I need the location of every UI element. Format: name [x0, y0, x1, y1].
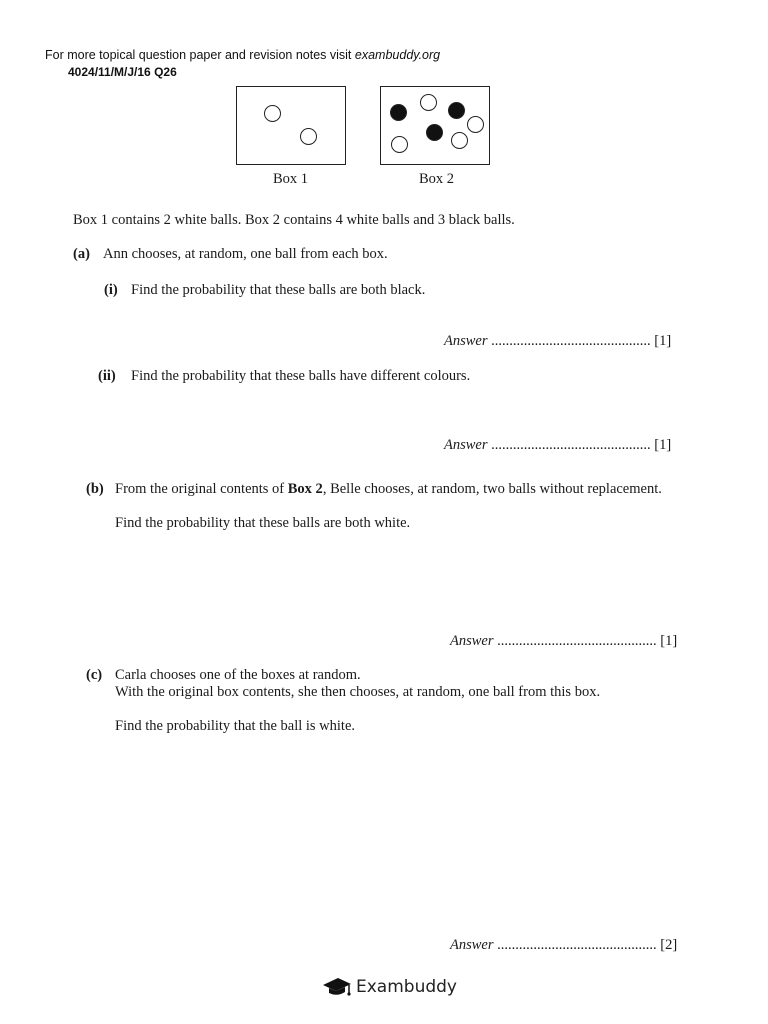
answer-line-a-ii	[444, 437, 671, 454]
mark-a-i: [1]	[654, 333, 672, 349]
box-2-ball-black	[390, 104, 407, 121]
part-b-text-post: , Belle chooses, at random, two balls without replacement.	[322, 481, 662, 497]
part-b-label: (b)	[86, 481, 104, 497]
answer-label: Answer	[444, 437, 488, 453]
part-a-ii-text: Find the probability that these balls have different colours.	[131, 368, 471, 384]
box-2-ball-white	[467, 116, 484, 133]
header-line	[45, 48, 440, 62]
box-1-label: Box 1	[273, 171, 309, 187]
part-b-text-pre: From the original contents of	[115, 481, 288, 497]
part-b-text	[115, 481, 662, 498]
box-2-ball-black	[448, 102, 465, 119]
answer-field-a-ii[interactable]: ............................................	[491, 437, 651, 453]
brand-name: Exambuddy	[356, 977, 457, 997]
mark-a-ii: [1]	[654, 437, 672, 453]
mark-c: [2]	[660, 937, 678, 953]
answer-line-b	[450, 633, 677, 650]
answer-label: Answer	[450, 633, 494, 649]
box-1	[236, 86, 346, 165]
header-site-link[interactable]: exambuddy.org	[354, 48, 441, 62]
mark-b: [1]	[660, 633, 678, 649]
part-c-line2: With the original box contents, she then chooses, at random, one ball from this box.	[115, 684, 601, 700]
answer-label: Answer	[450, 937, 494, 953]
intro-text: Box 1 contains 2 white balls. Box 2 contains 4 white balls and 3 black balls.	[73, 212, 515, 228]
part-c-line1: Carla chooses one of the boxes at random.	[115, 667, 361, 683]
box-2-ball-black	[426, 124, 443, 141]
graduation-cap-icon	[322, 976, 352, 998]
part-a-ii-label: (ii)	[98, 368, 116, 384]
answer-line-c	[450, 937, 677, 954]
box-1-ball-white	[300, 128, 317, 145]
box-1-ball-white	[264, 105, 281, 122]
box-2-label: Box 2	[419, 171, 455, 187]
part-b-line2: Find the probability that these balls are both white.	[115, 515, 411, 531]
exambuddy-logo	[322, 976, 457, 998]
answer-field-c[interactable]: ............................................	[497, 937, 657, 953]
box-2-ball-white	[451, 132, 468, 149]
part-c-line3: Find the probability that the ball is white.	[115, 718, 356, 734]
part-a-i-text: Find the probability that these balls are both black.	[131, 282, 426, 298]
answer-label: Answer	[444, 333, 488, 349]
answer-field-a-i[interactable]: ............................................	[491, 333, 651, 349]
part-a-text: Ann chooses, at random, one ball from each box.	[103, 246, 388, 262]
part-a-label: (a)	[73, 246, 90, 262]
box-2-ball-white	[420, 94, 437, 111]
part-b-text-bold: Box 2	[287, 481, 323, 497]
box-2	[380, 86, 490, 165]
part-a-i-label: (i)	[104, 282, 118, 298]
box-2-ball-white	[391, 136, 408, 153]
part-c-label: (c)	[86, 667, 103, 683]
question-code: 4024/11/M/J/16 Q26	[68, 65, 177, 79]
header-text: For more topical question paper and revision notes visit	[45, 48, 355, 62]
answer-line-a-i	[444, 333, 671, 350]
answer-field-b[interactable]: ............................................	[497, 633, 657, 649]
